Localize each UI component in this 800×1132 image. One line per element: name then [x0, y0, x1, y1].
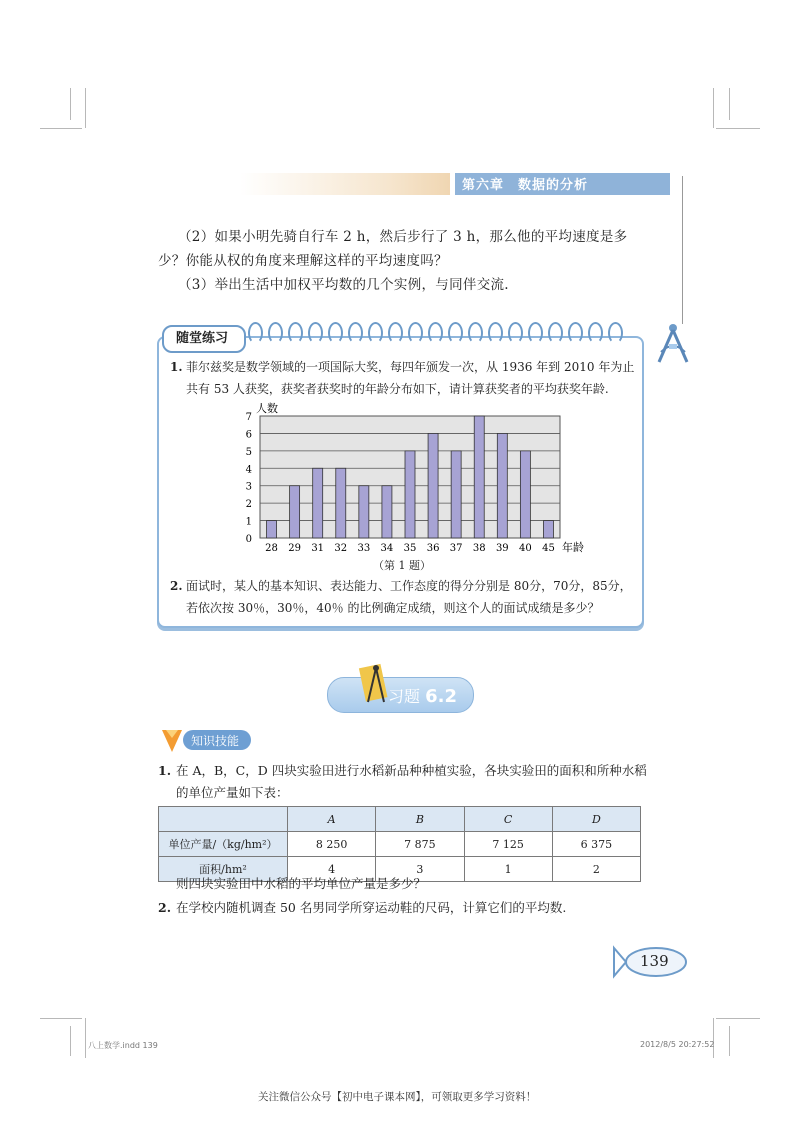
crop-mark [70, 1026, 71, 1056]
table-header-cell: B [376, 807, 464, 832]
table-cell: 4 [288, 857, 376, 882]
crop-mark [85, 1018, 86, 1058]
spiral-ring [288, 322, 303, 344]
y-tick-label: 1 [245, 516, 252, 528]
table-cell: 7 875 [376, 832, 464, 857]
paragraph-line: （2）如果小明先骑自行车 2 h，然后步行了 3 h，那么他的平均速度是多 [178, 229, 628, 245]
bar-age-37 [451, 451, 461, 538]
x-tick-label: 34 [380, 543, 394, 554]
chart-caption: （第 1 题） [373, 559, 431, 572]
bar-age-28 [267, 521, 277, 538]
skills-label: 知识技能 [191, 734, 240, 748]
spiral-ring [248, 322, 263, 344]
y-tick-label: 0 [245, 534, 252, 545]
spiral-ring [548, 322, 563, 344]
table-cell: 2 [552, 857, 640, 882]
x-tick-label: 32 [334, 543, 348, 554]
y-tick-label: 5 [245, 446, 252, 458]
spiral-ring [368, 322, 383, 344]
table-header-cell [159, 807, 288, 832]
practice-label: 随堂练习 [176, 331, 229, 346]
question-number: 1. [170, 360, 183, 374]
crop-mark [40, 1018, 82, 1019]
spiral-ring [448, 322, 463, 344]
x-tick-label: 45 [542, 543, 555, 554]
table-cell: 1 [464, 857, 552, 882]
bar-age-31 [313, 468, 323, 538]
crop-mark [716, 128, 760, 129]
question-text: 在学校内随机调查 50 名男同学所穿运动鞋的尺码，计算它们的平均数. [176, 900, 567, 915]
crop-mark [713, 88, 714, 128]
yield-table [158, 806, 641, 882]
chapter-title: 第六章 数据的分析 [462, 178, 589, 193]
bar-age-32 [336, 468, 346, 538]
table-cell: 3 [376, 857, 464, 882]
question-text: 在 A，B，C，D 四块实验田进行水稻新品种种植实验，各块实验田的面积和所种水稻 [176, 763, 647, 778]
footer-note: 关注微信公众号【初中电子课本网】，可领取更多学习资料！ [258, 1091, 537, 1103]
x-tick-label: 28 [265, 543, 278, 554]
table-header-row [159, 807, 641, 832]
question-number: 2. [170, 579, 183, 593]
table-row [159, 832, 641, 857]
spiral-ring [608, 322, 623, 344]
spiral-ring [388, 322, 403, 344]
question-text: 菲尔兹奖是数学领域的一项国际大奖，每四年颁发一次，从 1936 年到 2010 年为止 [186, 360, 635, 374]
spiral-ring [328, 322, 343, 344]
y-tick-label: 3 [245, 481, 252, 493]
bar-age-34 [382, 486, 392, 538]
spiral-ring [508, 322, 523, 344]
table-row-label: 面积/hm² [159, 857, 288, 882]
page-number: 139 [640, 952, 669, 970]
question-text: 若依次按 30％，30％，40％ 的比例确定成绩，则这个人的面试成绩是多少？ [186, 601, 600, 615]
x-axis-label: 年龄 [562, 541, 584, 554]
question-text: 共有 53 人获奖，获奖者获奖时的年龄分布如下，请计算获奖者的平均获奖年龄. [186, 382, 609, 396]
crop-mark [729, 1026, 730, 1056]
spiral-ring [268, 322, 283, 344]
bar-age-45 [543, 521, 553, 538]
margin-rule [682, 176, 683, 324]
x-tick-label: 35 [403, 543, 417, 554]
bar-age-35 [405, 451, 415, 538]
age-bar-chart [240, 398, 584, 556]
question-text: 面试时，某人的基本知识、表达能力、工作态度的得分分别是 80分，70分，85分， [186, 579, 632, 593]
table-cell: 6 375 [552, 832, 640, 857]
paragraph-line: 少？你能从权的角度来理解这样的平均速度吗？ [158, 253, 448, 269]
table-header-cell: C [464, 807, 552, 832]
spiral-ring [428, 322, 443, 344]
spiral-ring [348, 322, 363, 344]
bar-age-40 [520, 451, 530, 538]
y-tick-label: 6 [245, 429, 252, 441]
table-header-cell: A [288, 807, 376, 832]
question-text: 则四块实验田中水稻的平均单位产量是多少？ [176, 876, 427, 891]
spiral-ring [528, 322, 543, 344]
compass-icon [655, 322, 691, 366]
question-text: 的单位产量如下表： [176, 785, 289, 800]
crop-mark [70, 88, 71, 120]
x-tick-label: 39 [495, 543, 509, 554]
exercise-prefix: 习题 [388, 687, 421, 706]
table-cell: 7 125 [464, 832, 552, 857]
x-tick-label: 29 [288, 543, 301, 554]
chapter-header-fade [240, 173, 450, 195]
spiral-ring [408, 322, 423, 344]
x-tick-label: 38 [472, 543, 486, 554]
crop-mark [40, 128, 82, 129]
y-tick-label: 2 [245, 499, 252, 511]
x-tick-label: 33 [357, 543, 371, 554]
y-tick-label: 7 [245, 412, 252, 423]
y-axis-label: 人数 [256, 402, 278, 415]
y-tick-label: 4 [245, 464, 252, 476]
exercise-title [388, 684, 457, 707]
crop-mark [85, 88, 86, 128]
table-header-cell: D [552, 807, 640, 832]
bar-age-29 [290, 486, 300, 538]
bar-age-36 [428, 433, 438, 538]
paragraph-line: （3）举出生活中加权平均数的几个实例，与同伴交流. [178, 277, 509, 293]
spiral-ring [468, 322, 483, 344]
spiral-ring [568, 322, 583, 344]
bar-age-33 [359, 486, 369, 538]
question-number: 1. [158, 763, 172, 778]
x-tick-label: 36 [426, 543, 440, 554]
x-tick-label: 31 [311, 543, 325, 554]
table-row-label: 单位产量/（kg/hm²） [159, 832, 288, 857]
crop-mark [716, 1018, 760, 1019]
crop-mark [713, 1018, 714, 1058]
crop-mark [729, 88, 730, 120]
spiral-ring [308, 322, 323, 344]
question-number: 2. [158, 900, 172, 915]
x-tick-label: 40 [519, 543, 532, 554]
pencil-tip-icon [160, 726, 184, 754]
exercise-number: 6.2 [425, 686, 457, 707]
compass-icon [360, 662, 390, 706]
spiral-ring [488, 322, 503, 344]
footer-file: 八上数学.indd 139 [88, 1041, 158, 1050]
spiral-ring [588, 322, 603, 344]
bar-age-38 [474, 416, 484, 538]
footer-timestamp: 2012/8/5 20:27:52 [640, 1040, 715, 1049]
table-cell: 8 250 [288, 832, 376, 857]
x-tick-label: 37 [449, 543, 463, 554]
bar-age-39 [497, 433, 507, 538]
